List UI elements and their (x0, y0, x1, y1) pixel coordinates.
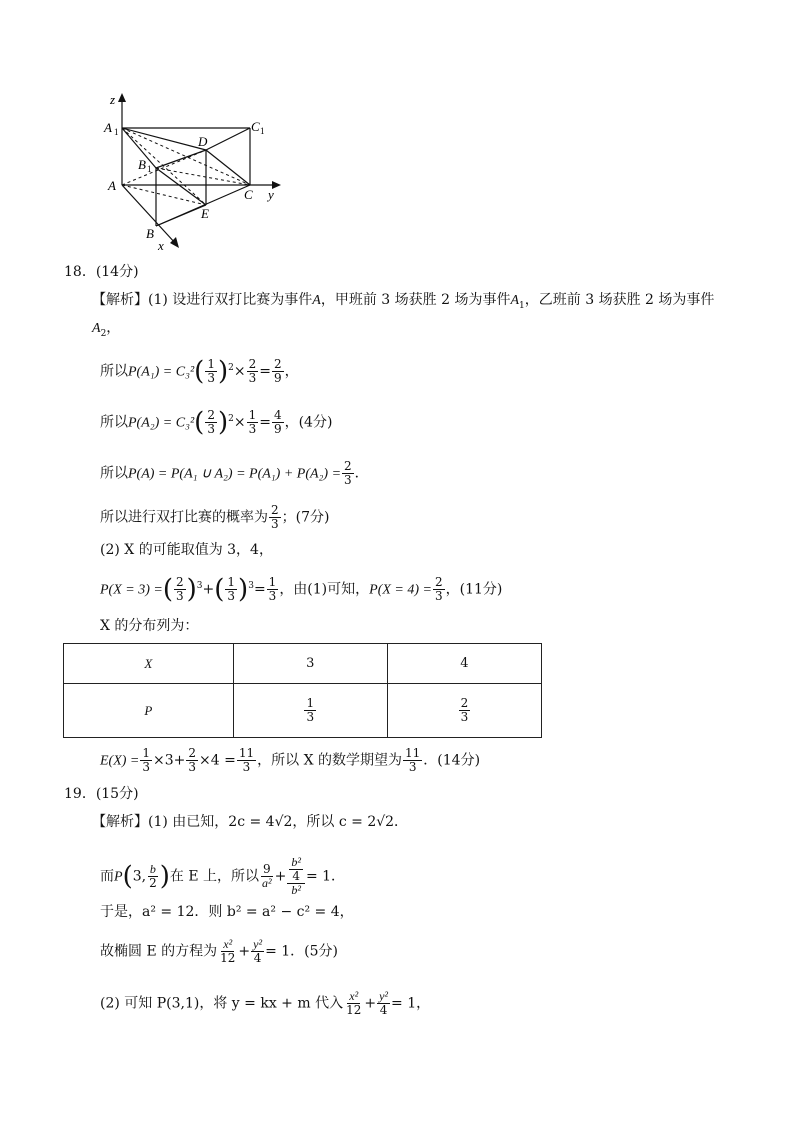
q18-header: 18．(14分) (64, 264, 139, 280)
geometry-figure (0, 0, 794, 260)
label-C: C (244, 187, 253, 202)
q18-p-A: 所以P(A) = P(A₁ ∪ A₂) = P(A₁) + P(A₂) = $\frac{2}{3}$ ． (100, 459, 369, 487)
q18-intro-line1: 【解析】(1) 设进行双打比赛为事件A，甲班前 3 场获胜 2 场为事件$A_1$，乙班前 3 场获胜 2 场为事件 (92, 292, 715, 311)
table-cell: 3 (233, 644, 387, 684)
label-y: y (268, 187, 274, 202)
table-cell: $\frac{1}{3}$ (233, 684, 387, 738)
table-cell: $\frac{2}{3}$ (387, 684, 541, 738)
svg-text:1: 1 (114, 127, 119, 137)
q18-prob-text: 所以进行双打比赛的概率为 $\frac{2}{3}$ ；(7分) (100, 503, 330, 531)
q18-px-values: P(X = 3) =( $\frac{2}{3}$ )$^3$+( $\frac{1}{3}$ )$^3$= $\frac{1}{3}$ ，由(1)可知，P(X = 4) = $\frac{2}{3}$ ，(11分) (100, 574, 503, 605)
q19-line2: 而P(3, $\frac{b}{2}$ )在 E 上，所以 $\frac{9}{\text{a²}}$ + $\frac{\frac{\text{b²}}{4}}{\text{b²}}$ = 1． (100, 855, 346, 897)
table-cell: P (64, 684, 234, 738)
q19-line3: 于是，a² = 12．则 b² = a² − c² = 4， (100, 904, 354, 920)
q19-line4: 故椭圆 E 的方程为 $\frac{\text{x²}}{12}$ + $\frac{\text{y²}}{4}$ = 1．(5分) (100, 937, 338, 965)
label-B1: B (138, 157, 146, 172)
label-z: z (110, 92, 116, 107)
label-C1: C (251, 119, 260, 134)
label-D: D (198, 134, 208, 149)
label-A1: A (104, 120, 112, 135)
label-B: B (146, 226, 154, 241)
q19-header: 19．(15分) (64, 786, 139, 802)
q18-p-A2: 所以P(A₂) = C₃²( $\frac{2}{3}$ )$^2$× $\frac{1}{3}$ = $\frac{4}{9}$ ，(4分) (100, 407, 333, 438)
label-x: x (158, 238, 164, 253)
svg-text:1: 1 (260, 126, 265, 136)
table-cell: 4 (387, 644, 541, 684)
q18-expectation: E(X) = $\frac{1}{3}$ ×3+ $\frac{2}{3}$ ×4 = $\frac{11}{3}$ ，所以 X 的数学期望为 $\frac{11}{3}$ ．(14分) (100, 746, 481, 774)
q19-line5: (2) 可知 P(3,1)，将 y = kx + m 代入 $\frac{\text{x²}}{12}$ + $\frac{\text{y²}}{4}$ = 1， (100, 989, 431, 1017)
q18-dist-label: X 的分布列为： (100, 618, 199, 634)
q19-line1: 【解析】(1) 由已知，2c = 4√2，所以 c = 2√2． (92, 814, 409, 830)
table-cell: X (64, 644, 234, 684)
q18-intro-line2: $A_2$， (92, 320, 121, 339)
q18-p-A1: 所以P(A₁) = C₃²( $\frac{1}{3}$ )$^2$× $\frac{2}{3}$ = $\frac{2}{9}$ ， (100, 356, 299, 387)
distribution-table (63, 643, 542, 738)
svg-text:1: 1 (147, 164, 152, 174)
q18-part2-intro: (2) X 的可能取值为 3，4， (100, 542, 273, 558)
label-A: A (108, 178, 116, 193)
label-E: E (201, 206, 209, 221)
